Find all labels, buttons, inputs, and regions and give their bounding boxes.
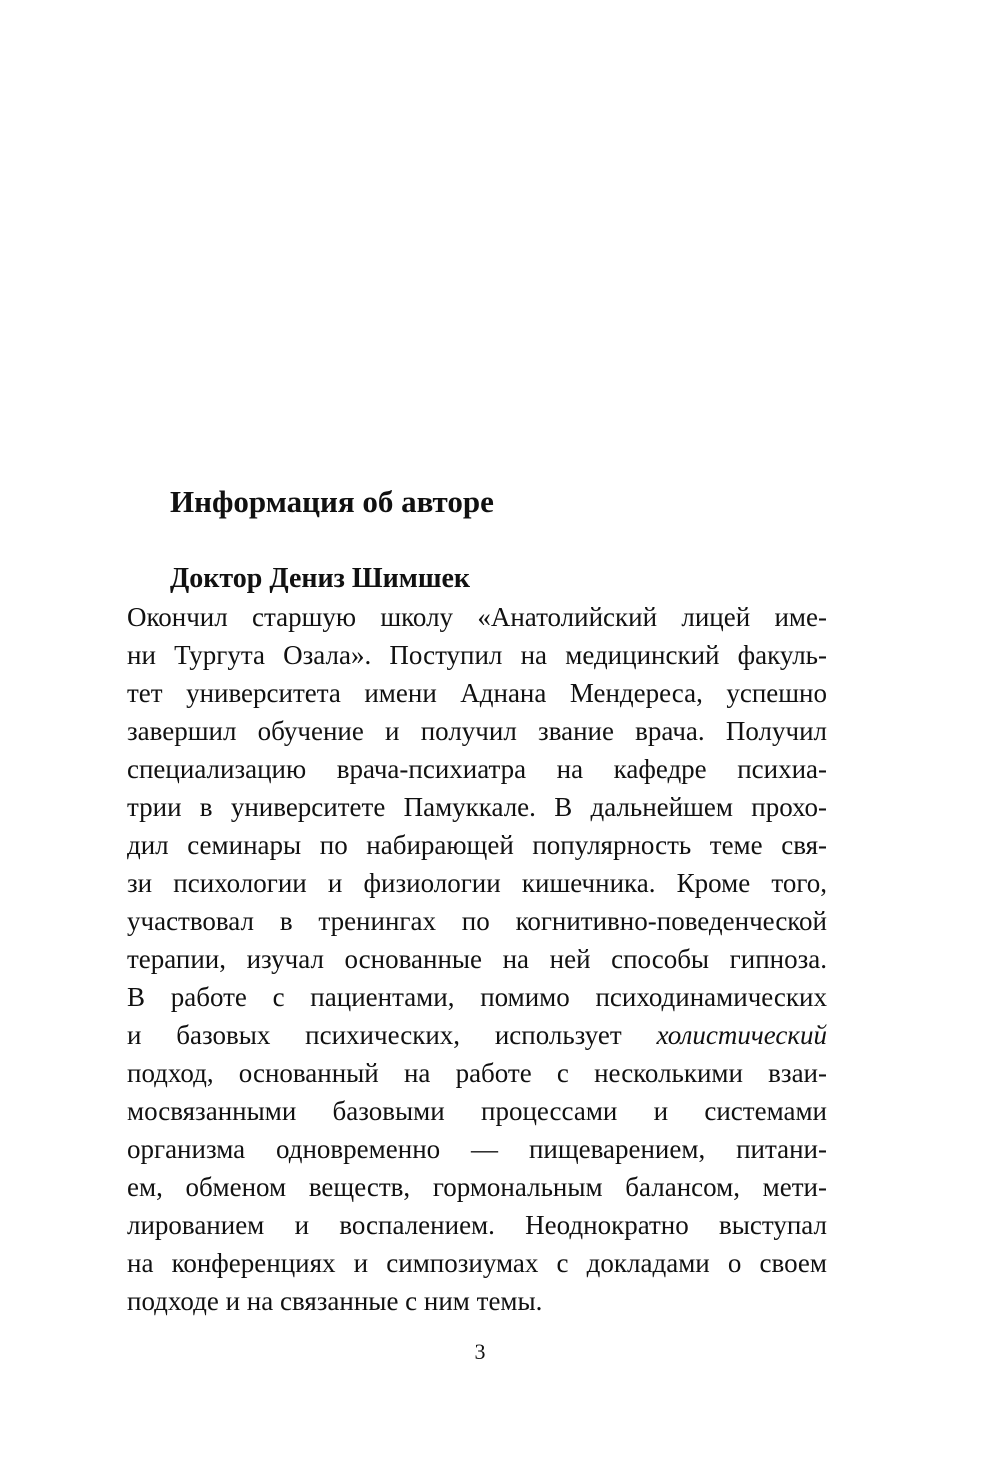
bio-line: Окончил старшую школу «Анатолийский лицей име- [127, 602, 827, 632]
bio-line: зи психологии и физиологии кишечника. Кроме того, [127, 868, 827, 898]
bio-line-last: подходе и на связанные с ним темы. [127, 1286, 543, 1316]
bio-line: лированием и воспалением. Неоднократно выступал [127, 1210, 827, 1240]
bio-line: терапии, изучал основанные на ней способы гипноза. [127, 944, 827, 974]
author-bio [127, 598, 827, 1320]
author-name: Доктор Дениз Шимшек [170, 563, 471, 594]
bio-line: завершил обучение и получил звание врача. Получил [127, 716, 827, 746]
bio-line: ни Тургута Озала». Поступил на медицинский факуль- [127, 640, 827, 670]
bio-line: подход, основанный на работе с несколькими взаи- [127, 1058, 827, 1088]
bio-line: трии в университете Памуккале. В дальнейшем прохо- [127, 792, 827, 822]
bio-line: В работе с пациентами, помимо психодинамических [127, 982, 827, 1012]
bio-line: ем, обменом веществ, гормональным балансом, мети- [127, 1172, 827, 1202]
bio-line-with-italic [127, 1016, 827, 1054]
bio-line: специализацию врача-психиатра на кафедре психиа- [127, 754, 827, 784]
bio-line-text: и базовых психических, использует [127, 1020, 657, 1050]
bio-line: тет университета имени Аднана Мендереса, успешно [127, 678, 827, 708]
bio-line: дил семинары по набирающей популярность теме свя- [127, 830, 827, 860]
bio-line: мосвязанными базовыми процессами и системами [127, 1096, 827, 1126]
italic-term: холистический [656, 1020, 827, 1050]
bio-line: организма одновременно — пищеварением, питани- [127, 1134, 827, 1164]
bio-line: на конференциях и симпозиумах с докладами о своем [127, 1248, 827, 1278]
bio-line: участвовал в тренингах по когнитивно-поведенческой [127, 906, 827, 936]
page-number: 3 [474, 1339, 486, 1364]
section-title: Информация об авторе [170, 484, 494, 519]
